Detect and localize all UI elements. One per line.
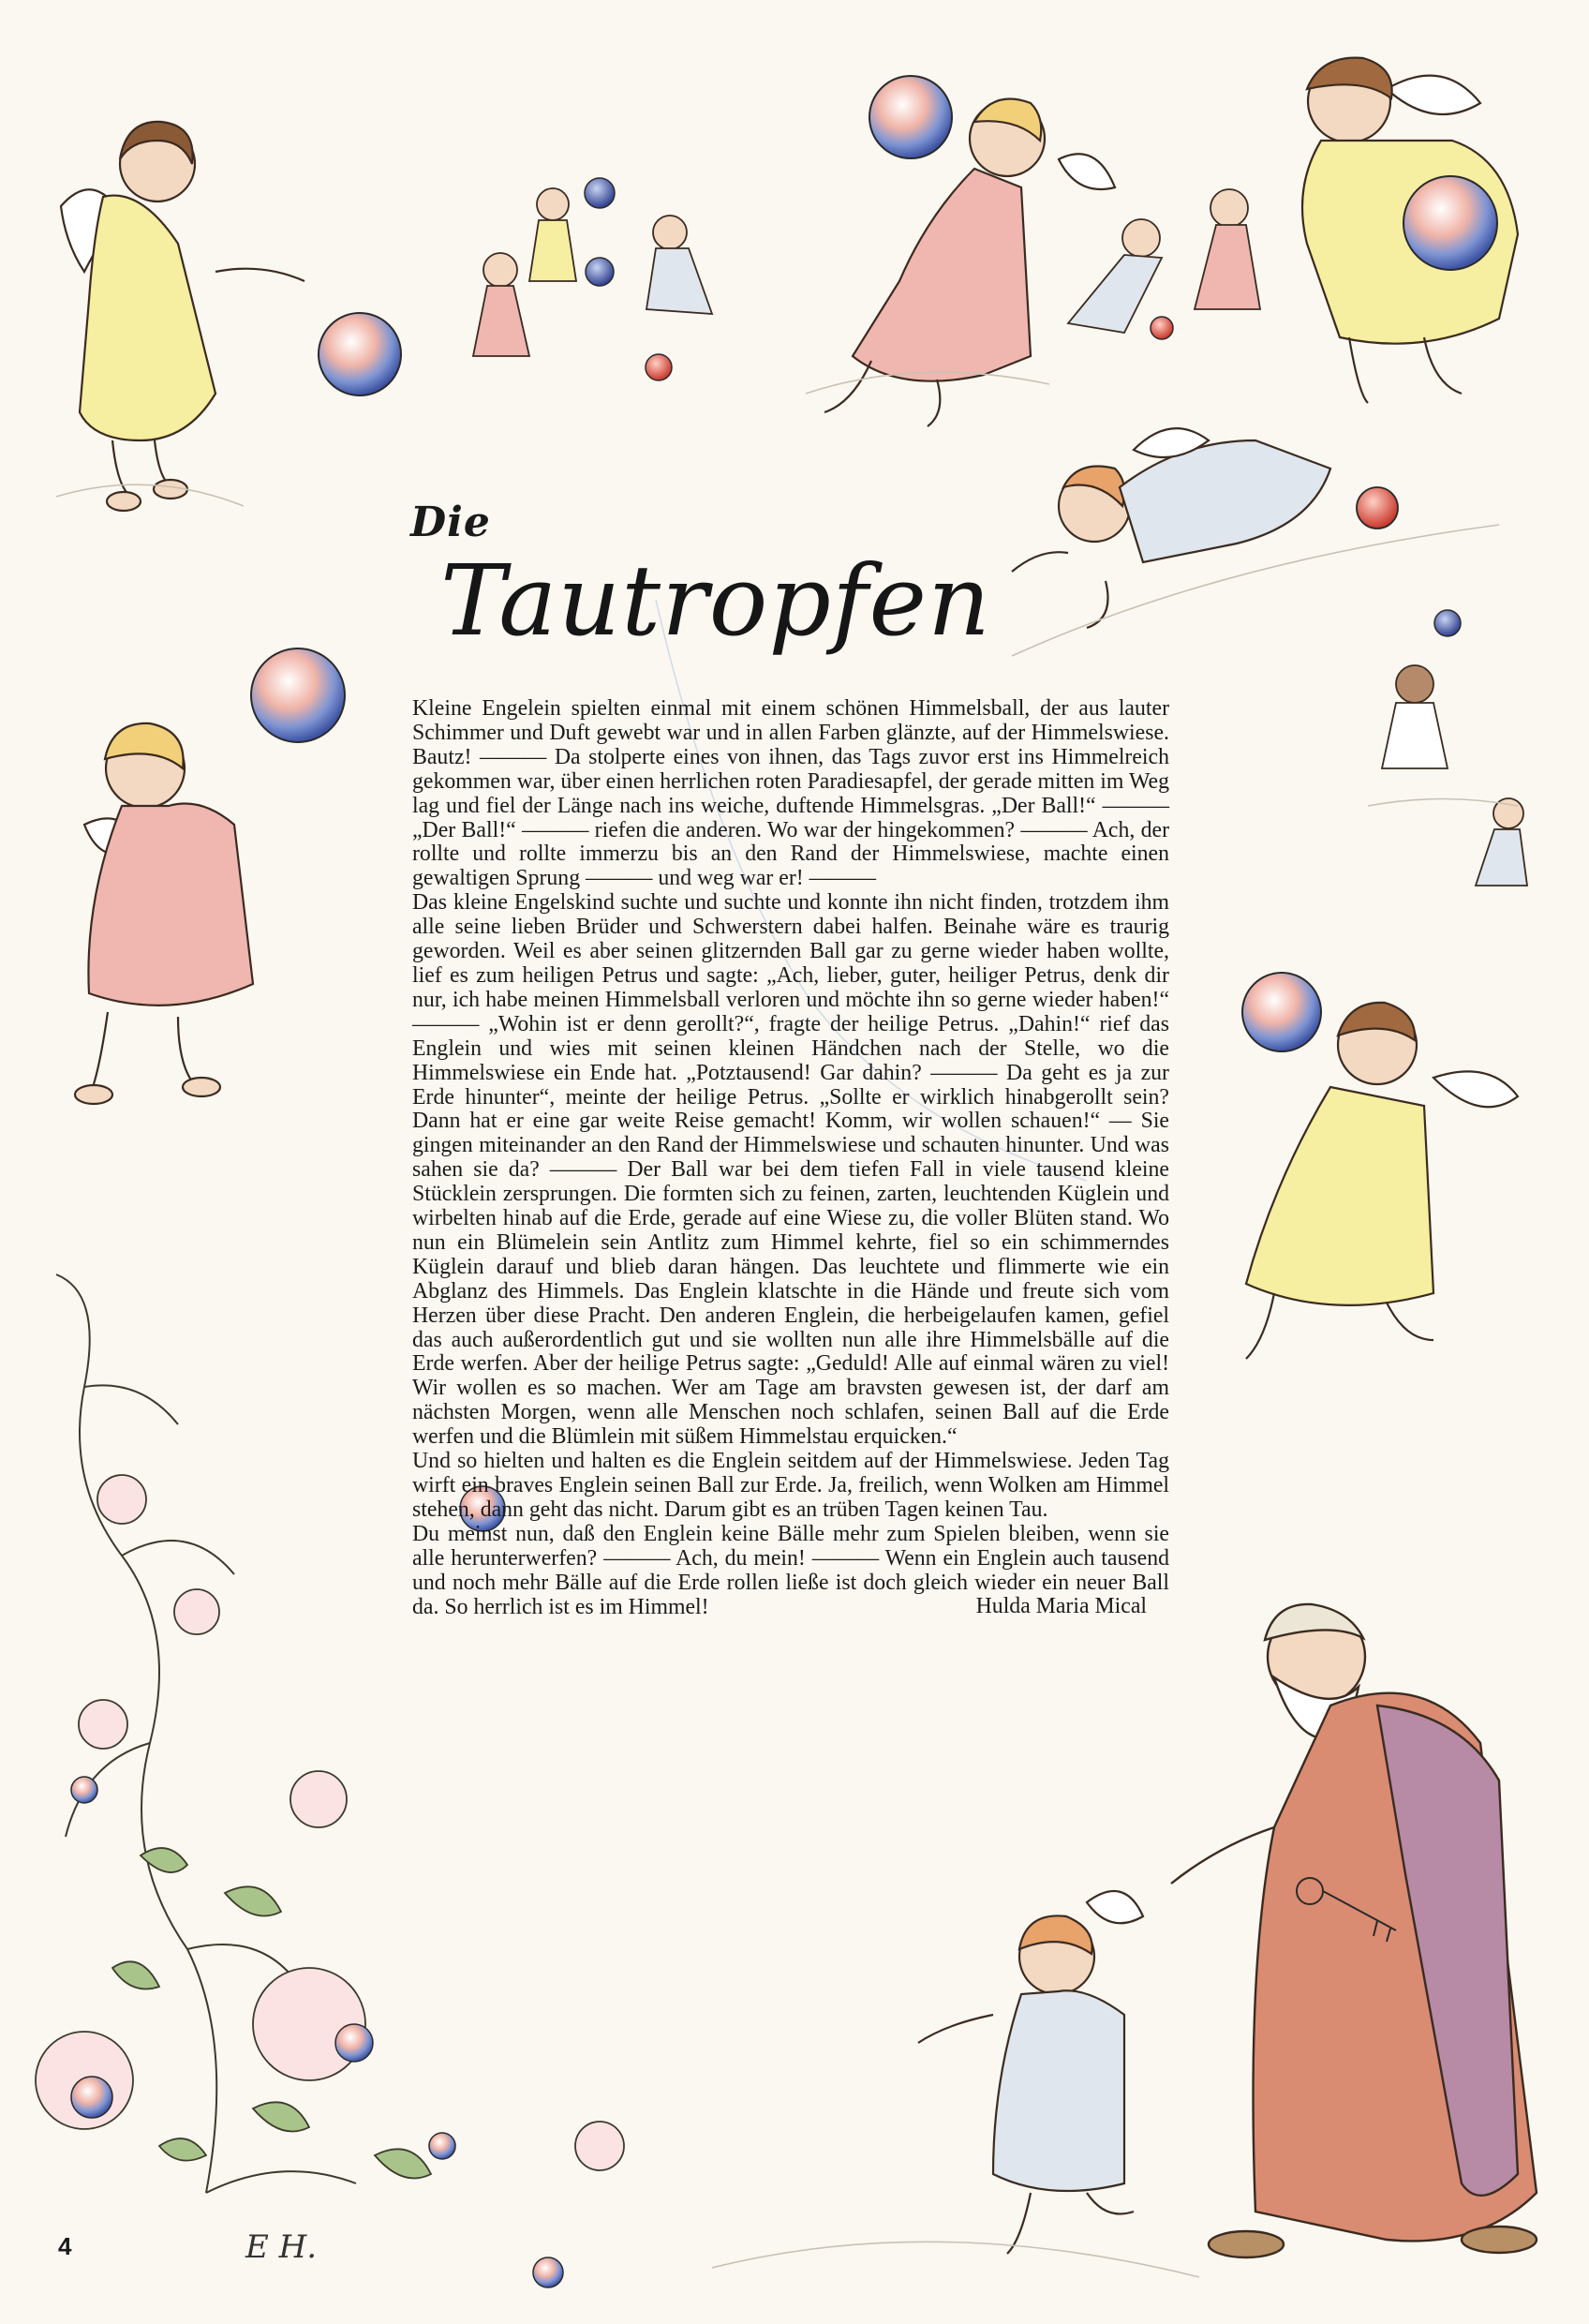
- dewdrop-icon: [533, 2257, 563, 2287]
- ball-icon: [1403, 176, 1497, 270]
- ball-icon: [586, 258, 614, 286]
- page-number: 4: [58, 2232, 72, 2260]
- saint-peter: [1171, 1604, 1537, 2257]
- ball-icon: [251, 648, 345, 742]
- ball-icon: [585, 178, 615, 208]
- artist-monogram: E H.: [245, 2228, 318, 2266]
- page-title: Tautropfen: [440, 544, 991, 658]
- ball-icon: [319, 313, 401, 395]
- dewdrop-icon: [71, 2077, 112, 2118]
- angel-yellow-right: [1246, 1003, 1518, 1359]
- ball-icon: [1151, 317, 1173, 339]
- dewdrop-icon: [71, 1777, 97, 1803]
- title-prefix: Die: [410, 499, 491, 546]
- angel-pair-small: [1068, 189, 1260, 333]
- angel-pink-left: [75, 723, 253, 1104]
- angel-fallen: [1012, 428, 1330, 628]
- story-paragraph: Du meinst nun, daß den Englein keine Bälle mehr zum Spielen bleiben, wenn sie alle herunterwerfen? ——— Ach, du mein! ——— Wenn ein Englein auch tausend und noch mehr Bälle auf die Erde rollen ließe ist doch gleich wieder ein neuer Ball da. So herrlich ist es im Himmel!: [412, 1521, 1169, 1619]
- dewdrop-icon: [429, 2133, 455, 2159]
- ball-icon: [1434, 610, 1461, 636]
- angel-pink-top-center: [824, 99, 1115, 427]
- story-paragraph: Kleine Engelein spielten einmal mit einem schönen Himmelsball, der aus lauter Schimmer und Duft gewebt war und in allen Farben glänzte, auf der Himmelswiese. Bautz! ——— Da stolperte eines von ihnen, das Tags zuvor erst ins Himmelreich gekommen war, über einen herrlichen roten Paradiesapfel, der gerade mitten im Weg lag und fiel der Länge nach ins weiche, duftende Himmelsgras. „Der Ball!“ ——— „Der Ball!“ ——— riefen die anderen. Wo war der hingekommen? ——— Ach, der rollte und rollte immerzu bis an den Rand der Himmelswiese, machte einen gewaltigen Sprung ——— und weg war er! ———: [412, 696, 1169, 891]
- angel-right-small: [1382, 665, 1527, 886]
- dewdrop-icon: [335, 2024, 373, 2062]
- apple-icon: [1357, 487, 1398, 529]
- angel-yellow-top-left: [61, 122, 304, 511]
- ball-icon: [1242, 973, 1321, 1051]
- ball-icon: [869, 76, 952, 158]
- story-paragraph: Und so hielten und halten es die Englein seitdem auf der Himmelswiese. Jeden Tag wirft ein braves Englein seinen Ball zur Erde. Ja, freilich, wenn Wolken am Himmel stehen, dann geht das nicht. Darum gibt es an trüben Tagen keinen Tau.: [412, 1449, 1169, 1522]
- angel-small-with-peter: [918, 1891, 1143, 2254]
- story-text: [412, 697, 1169, 1619]
- author-name: Hulda Maria Mical: [975, 1594, 1147, 1619]
- ball-icon: [646, 354, 672, 380]
- story-paragraph: Das kleine Engelskind suchte und suchte und konnte ihn nicht finden, trotzdem ihm alle seine lieben Brüder und Schwerstern dabei halfen. Beinahe wäre es traurig geworden. Weil es aber seinen glitzernden Ball gar zu gerne wieder haben wollte, lief es zum heiligen Petrus und sagte: „Ach, lieber, guter, heiliger Petrus, denk dir nur, ich habe meinen Himmelsball verloren und möchte ihn so gerne wieder haben!“ ——— „Wohin ist er denn gerollt?“, fragte der heilige Petrus. „Dahin!“ rief das Englein und wies mit seinen kleinen Händchen nach der Stelle, wo die Himmelswiese ein Ende hat. „Potztausend! Gar dahin? ——— Da geht es ja zur Erde hinunter“, meinte der heilige Petrus. „Sollte er wirklich hinabgerollt sein? Dann hat er eine gar weite Reise gemacht! Komm, wir wollen schauen!“ — Sie gingen miteinander an den Rand der Himmelswiese und schauten hinunter. Und was sahen sie da? ——— Der Ball war bei dem tiefen Fall in viele tausend kleine Stücklein zersprungen. Die formten sich zu feinen, zarten, leuchtenden Küglein und wirbelten hinab auf die Erde, gerade auf eine Wiese zu, die voller Blüten stand. Wo nun ein Blümelein sein Antlitz zum Himmel kehrte, fiel so ein schimmerndes Küglein darauf und blieb daran hängen. Das leuchtete und flimmerte wie ein Abglanz des Himmels. Das Englein klatschte in die Hände und freute sich vom Herzen über diese Pracht. Den anderen Englein, die herbeigelaufen kamen, gefiel das auch außerordentlich gut und sie wollten nun alle ihre Himmelsbälle auf die Erde werfen. Aber der heilige Petrus sagte: „Geduld! Alle auf einmal wären zu viel! Wir wollen es so machen. Wer am Tage am bravsten gewesen ist, der darf am nächsten Morgen, wenn alle Menschen noch schlafen, seinen Ball auf die Erde werfen und die Blümlein mit süßem Himmelstau erquicken.“: [412, 890, 1169, 1450]
